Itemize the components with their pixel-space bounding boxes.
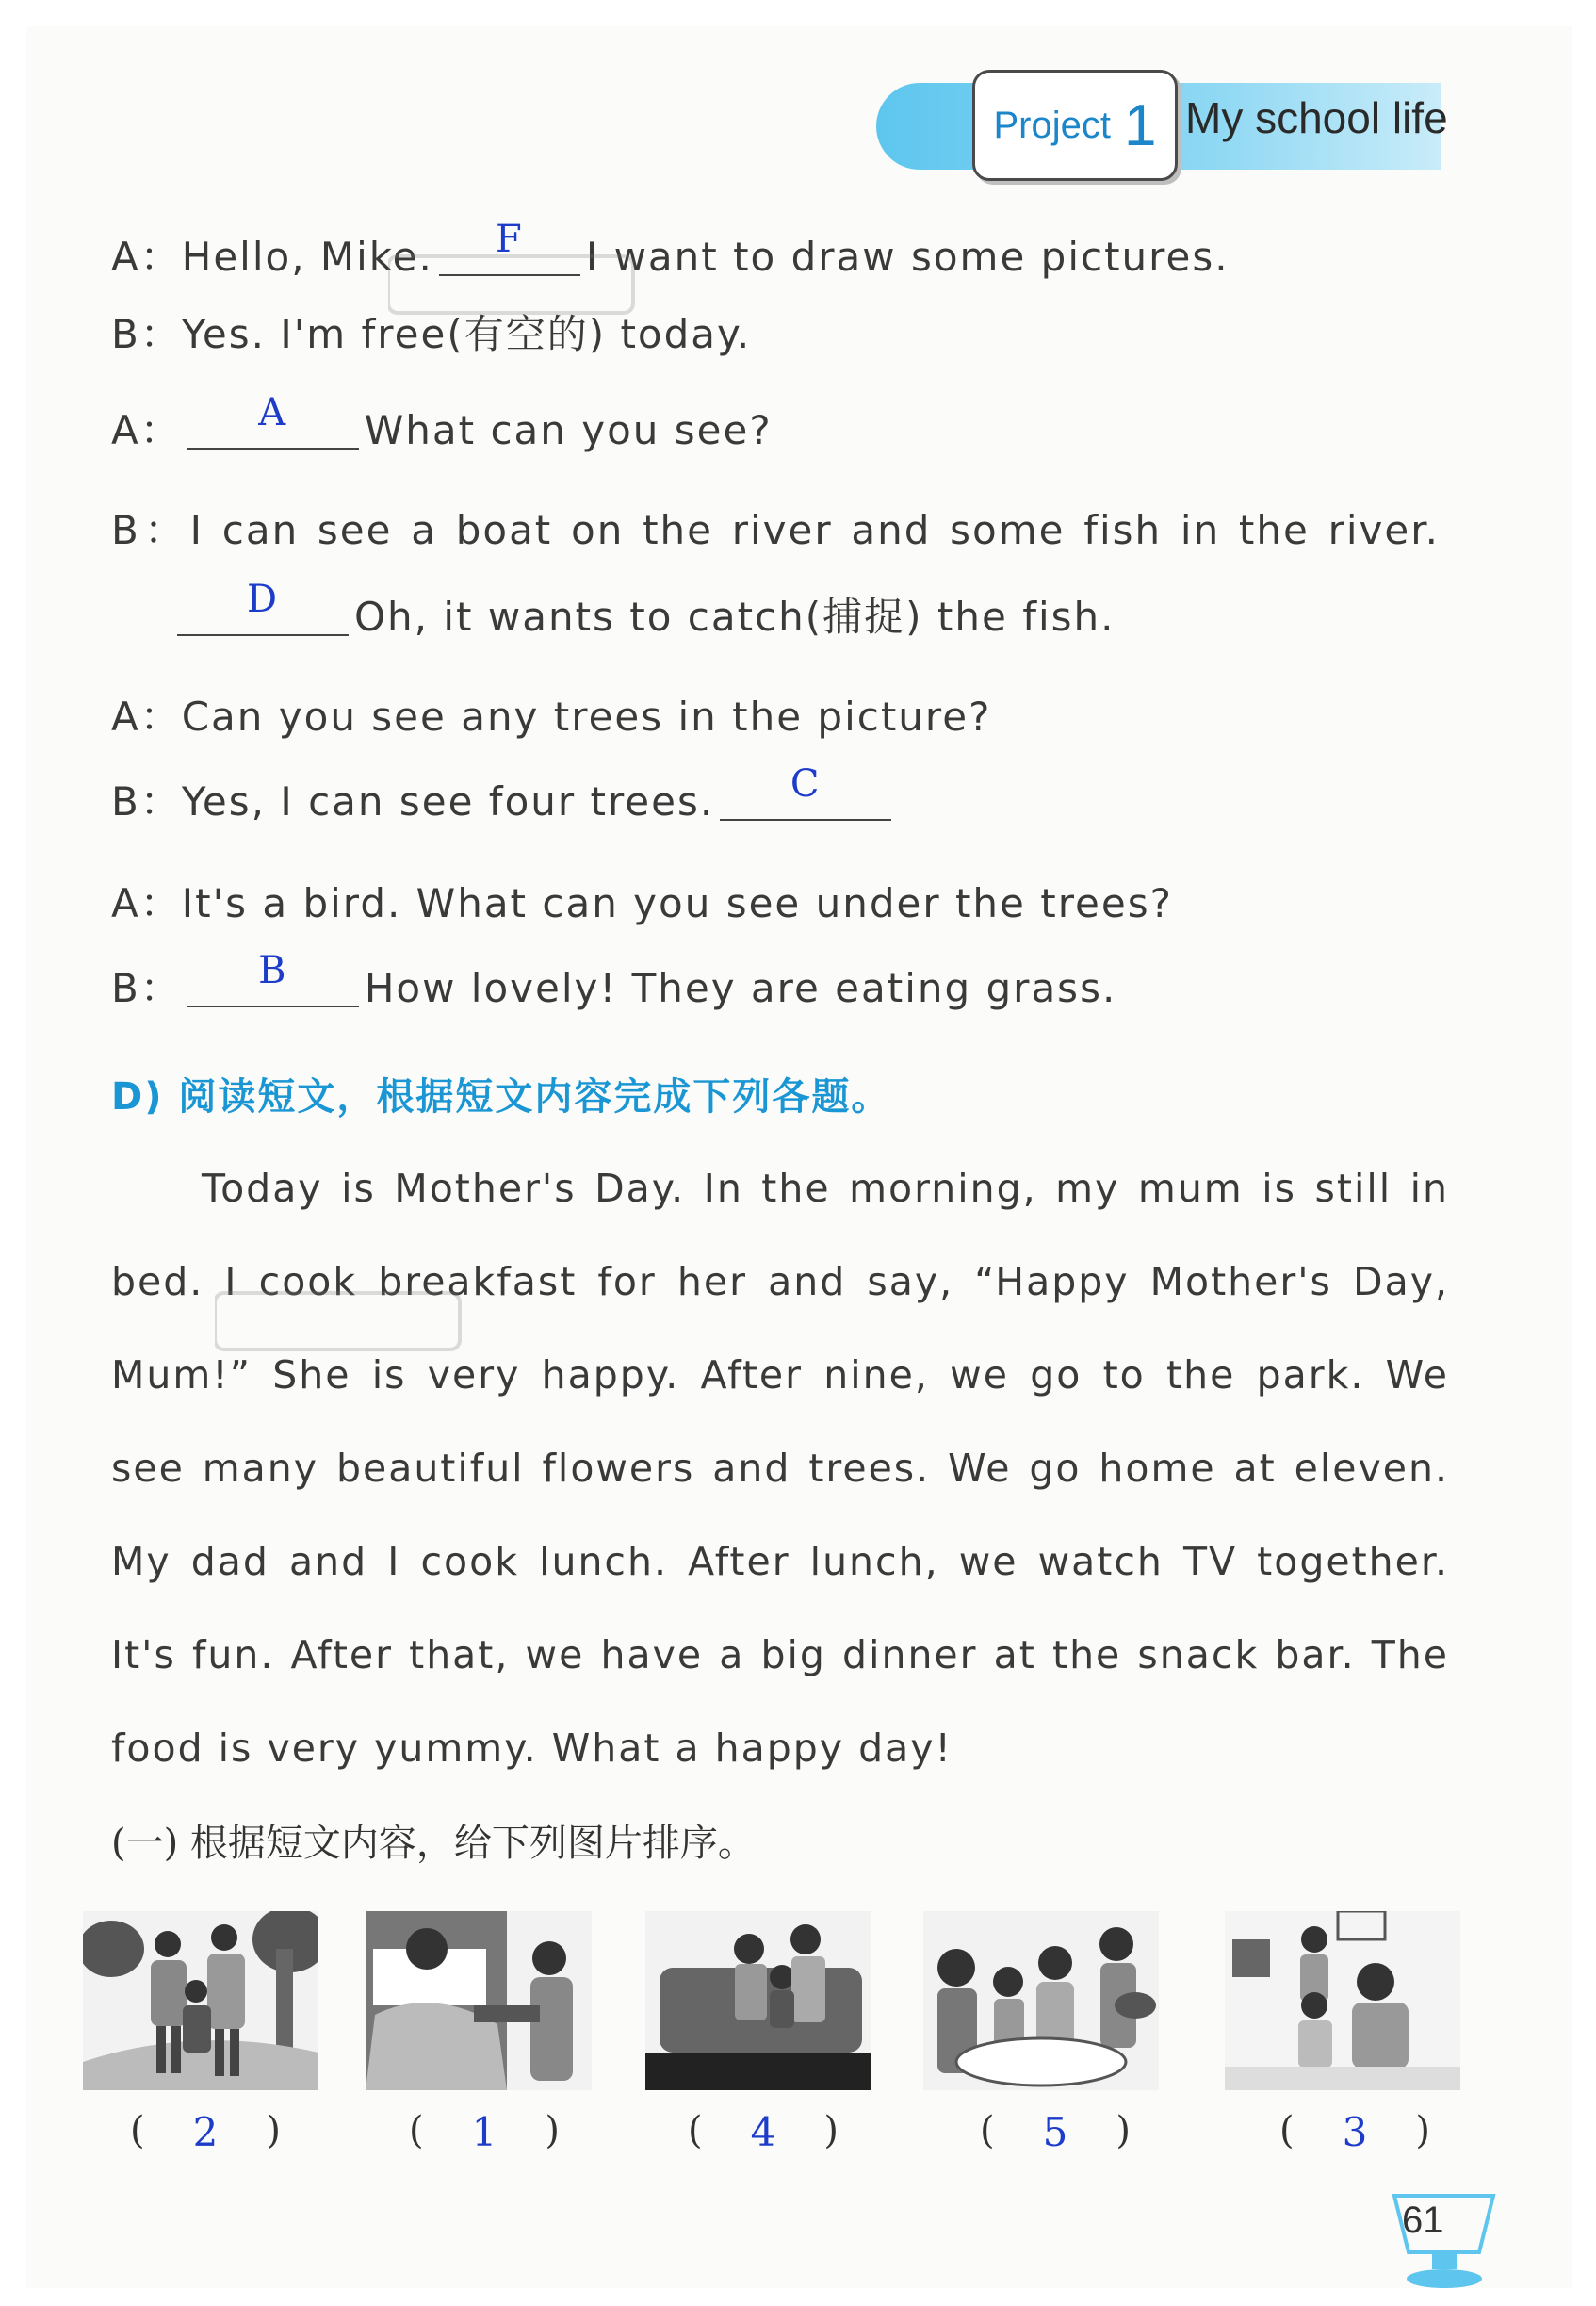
watermark-logo [215, 1284, 469, 1371]
dialogue-line: B： B How lovely! They are eating grass. [111, 949, 1117, 1011]
breakfast-in-bed-picture [366, 1911, 592, 2090]
order-answer: ( 4 ) [688, 2109, 839, 2155]
project-label: Project [993, 104, 1111, 146]
answer-blank: F [439, 238, 580, 276]
dialogue-line: B：Yes, I can see four trees. C [111, 771, 897, 827]
answer-blank: C [720, 783, 891, 821]
page-number: 61 [1402, 2200, 1444, 2241]
park-walk-picture [83, 1911, 318, 2090]
reading-passage [111, 1142, 1449, 1795]
dialogue-line: A：Hello, Mike. F I want to draw some pictures. [111, 218, 1230, 280]
project-badge [972, 70, 1178, 181]
dialogue-line: B：Yes. I'm free(有空的) today. [111, 311, 752, 357]
answer-blank: A [187, 412, 359, 450]
dialogue-line: D Oh, it wants to catch(捕捉) the fish. [171, 586, 1116, 643]
dialogue-line: A：Can you see any trees in the picture? [111, 694, 992, 740]
order-answer: ( 1 ) [409, 2109, 560, 2155]
dialogue-line: B：I can see a boat on the river and some fish in the river. [111, 507, 1440, 553]
order-answer: ( 5 ) [980, 2109, 1131, 2155]
task-1-title: (一) 根据短文内容，给下列图片排序。 [111, 1822, 756, 1865]
dialogue-line: A：It's a bird. What can you see under the trees? [111, 880, 1173, 926]
answer-blank: D [177, 598, 349, 636]
watermark-logo [388, 247, 643, 335]
snack-bar-dinner-picture [923, 1911, 1159, 2090]
passage-paragraph: Today is Mother's Day. In the morning, my mum is still in bed. I cook breakfast for her and say, “Happy Mother's Day, Mum!” She is very happy. After nine, we go to the park. We see many beautiful flowers and trees. We go home at eleven. My dad and I cook lunch. After lunch, we watch TV together. It's fun. After that, we have a big dinner at the snack bar. The food is very yummy. What a happy day! [111, 1166, 1449, 1771]
unit-title: My school life [1185, 93, 1448, 142]
order-answer: ( 2 ) [130, 2109, 281, 2155]
dialogue-line: A： A What can you see? [111, 391, 773, 453]
project-number: 1 [1124, 92, 1157, 158]
cooking-lunch-picture [1225, 1911, 1460, 2090]
order-answer: ( 3 ) [1279, 2109, 1430, 2155]
answer-blank: B [187, 970, 359, 1007]
section-d-title: D) 阅读短文，根据短文内容完成下列各题。 [111, 1075, 891, 1119]
watching-tv-picture [645, 1911, 871, 2090]
